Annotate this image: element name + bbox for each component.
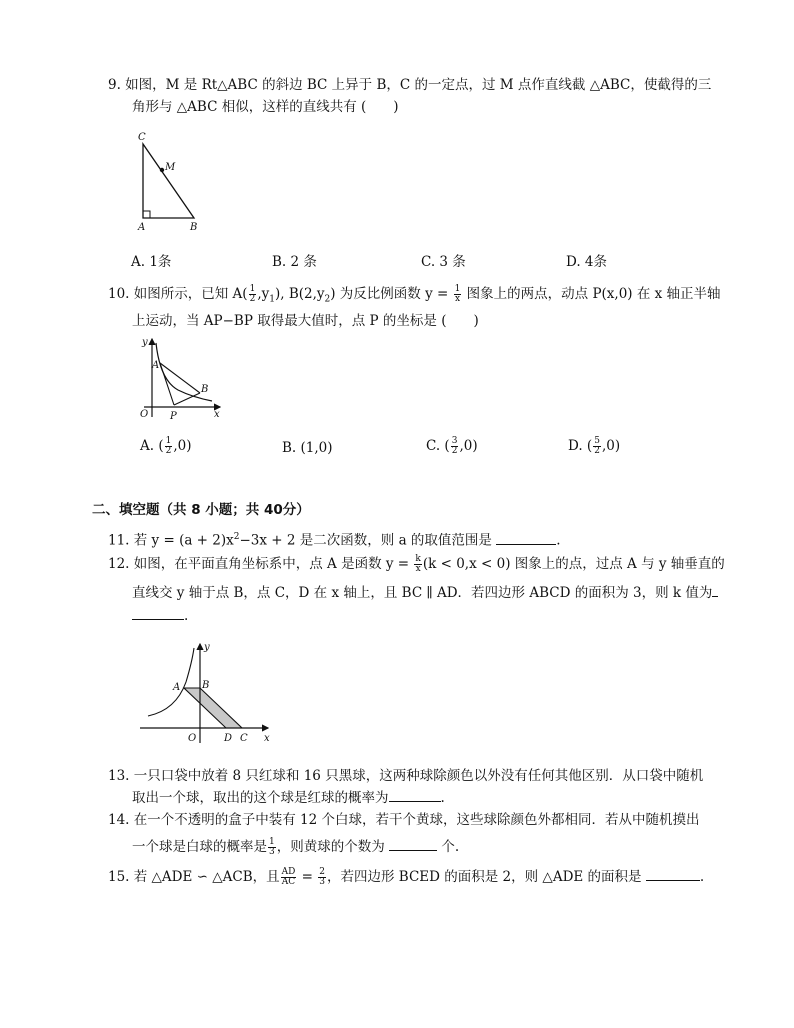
q10-option-c: C. ( $\frac{3}{2}$ ,0) [426,436,478,456]
q9-option-d: D. 4条 [566,254,608,270]
q10-option-a: A. ( $\frac{1}{2}$ ,0) [140,436,192,456]
q9-option-b: B. 2 条 [272,254,317,270]
label-b: B [190,222,198,233]
label-b: B [201,384,209,395]
q10-option-b: B. (1,0) [282,440,333,456]
answer-blank[interactable] [389,789,441,802]
q9-line1: 9. 如图，M 是 Rt△ABC 的斜边 BC 上异于 B，C 的一定点，过 M 点作直线截 △ABC，使截得的三 [108,77,712,93]
q9-option-c: C. 3 条 [421,254,466,270]
q14-line2: 一个球是白球的概率是 $\frac{1}{3}$ ，则黄球的个数为 个. [132,837,460,857]
label-c: C [138,132,146,143]
q13-line2: 取出一个球，取出的这个球是红球的概率为 . [132,790,445,806]
q10-hyperbola-figure [130,335,230,425]
q12-line1: 12. 如图，在平面直角坐标系中，点 A 是函数 y = $\frac{k}{x}$ (k < 0,x < 0) 图象上的点，过点 A 与 y 轴垂直的 [108,554,725,574]
label-a: A [138,222,146,233]
q15-text: 15. 若 △ADE ∽ △ACB，且 $\frac{AD}{AC}$ = $\frac{2}{3}$ ，若四边形 BCED 的面积是 2，则 △ADE 的面积是 . [108,867,705,887]
label-o: O [140,409,149,420]
q9-line2: 角形与 △ABC 相似，这样的直线共有 ( ) [132,99,399,115]
label-y: y [204,642,210,653]
q10-line1: 10. 如图所示，已知 A( $\frac{1}{2}$ $,y_1$), $B(2,y_2)$ 为反比例函数 y = $\frac{1}{x}$ 图象上的两点，动点 P(x,0) 在 x 轴正半轴 [108,284,721,305]
label-o: O [188,733,197,744]
answer-blank[interactable] [646,868,700,881]
q13-line1: 13. 一只口袋中放着 8 只红球和 16 只黑球，这两种球除颜色以外没有任何其他区别．从口袋中随机 [108,768,704,784]
q12-line3: . [132,607,188,625]
label-a: A [173,682,181,693]
answer-blank[interactable] [496,532,556,545]
q9-option-a: A. 1条 [131,254,172,270]
label-x: x [214,409,220,420]
label-c: C [240,733,248,744]
label-m: M [165,162,176,173]
q12-line2: 直线交 y 轴于点 B，点 C，D 在 x 轴上，且 BC ∥ AD．若四边形 ABCD 的面积为 3，则 k 值为 [132,584,718,602]
answer-blank[interactable] [389,838,437,851]
q9-triangle-figure [130,130,210,240]
q10-option-d: D. ( $\frac{5}{2}$ ,0) [568,436,621,456]
q12-coordinate-figure [140,640,275,750]
fraction-half: $\frac{1}{2}$ [249,284,256,304]
label-y: y [142,337,148,348]
answer-blank[interactable] [132,607,184,620]
fraction-inverse: $\frac{1}{x}$ [454,284,461,304]
q10-line2: 上运动，当 AP−BP 取得最大值时，点 P 的坐标是 ( ) [132,313,479,329]
section-title: 二、填空题（共 8 小题；共 40分） [92,502,310,518]
label-b: B [202,680,210,691]
label-p: P [170,411,177,422]
q14-line1: 14. 在一个不透明的盒子中装有 12 个白球，若干个黄球，这些球除颜色外都相同．若从中随机摸出 [108,812,700,828]
q11-text: 11. 若 $y = (a + 2)x^2-3x + 2$ 是二次函数，则 a 的取值范围是 . [108,532,561,549]
label-x: x [264,733,270,744]
label-d: D [224,733,233,744]
label-a: A [152,360,160,371]
